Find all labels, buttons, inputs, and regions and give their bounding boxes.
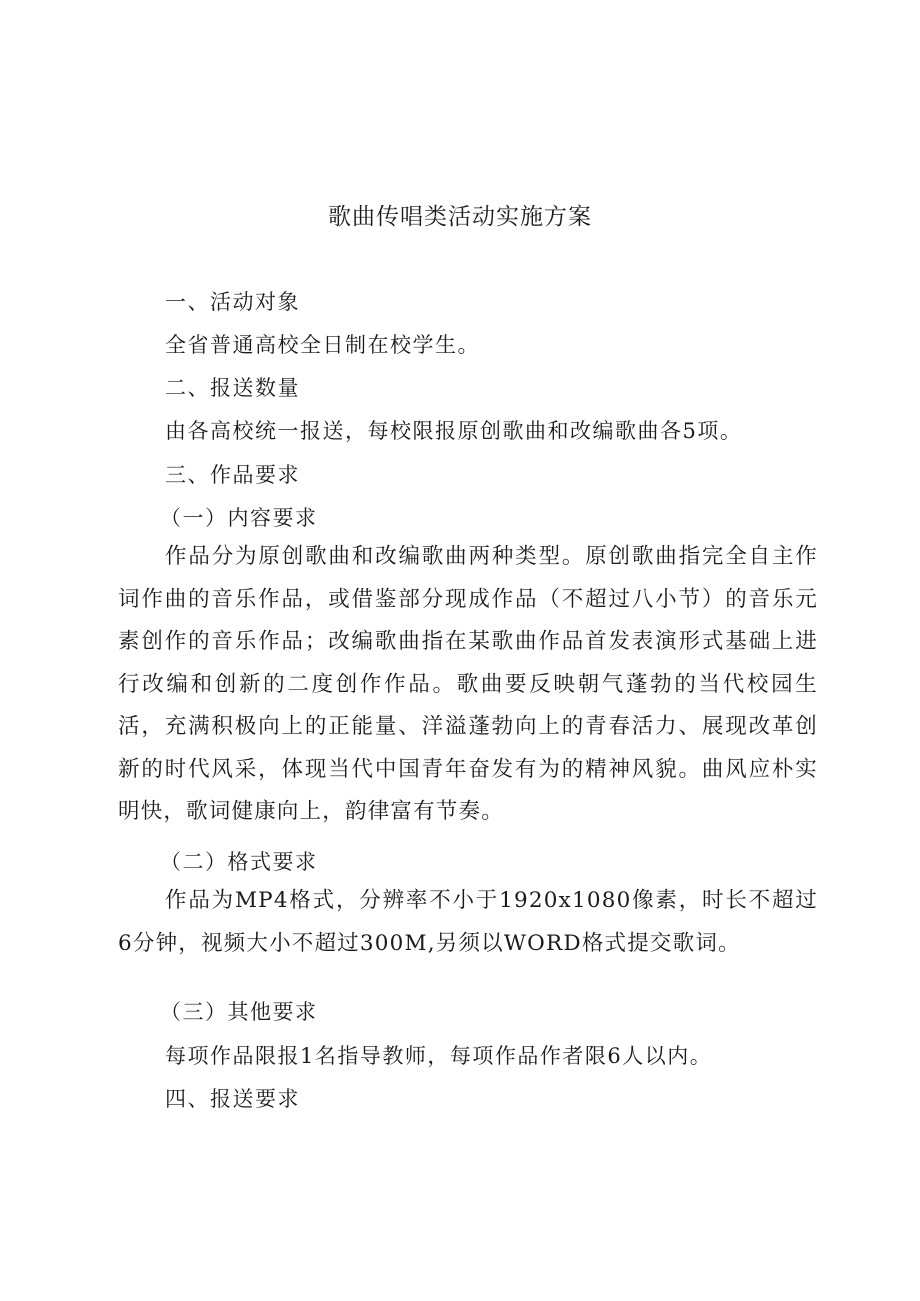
subsection-1-heading: （一）内容要求	[160, 506, 318, 530]
subsection-3-text: 每项作品限报1名指导教师，每项作品作者限6人以内。	[165, 1044, 713, 1068]
section-1-heading: 一、活动对象	[165, 290, 300, 314]
subsection-2-paragraph: 作品为MP4格式，分辨率不小于1920x1080像素，时长不超过6分钟，视频大小不超过300M,另须以WORD格式提交歌词。	[118, 888, 818, 956]
subsection-3-heading: （三）其他要求	[160, 1000, 318, 1024]
section-2-text: 由各高校统一报送，每校限报原创歌曲和改编歌曲各5项。	[165, 419, 743, 443]
section-2-heading: 二、报送数量	[165, 376, 300, 400]
section-1-text: 全省普通高校全日制在校学生。	[165, 333, 480, 357]
section-4-heading: 四、报送要求	[165, 1087, 300, 1111]
document-title: 歌曲传唱类活动实施方案	[328, 204, 592, 230]
subsection-1-paragraph: 作品分为原创歌曲和改编歌曲两种类型。原创歌曲指完全自主作词作曲的音乐作品，或借鉴部分现成作品（不超过八小节）的音乐元素创作的音乐作品；改编歌曲指在某歌曲作品首发表演形式基础上进行改编和创新的二度创作作品。歌曲要反映朝气蓬勃的当代校园生活，充满积极向上的正能量、洋溢蓬勃向上的青春活力、展现改革创新的时代风采，体现当代中国青年奋发有为的精神风貌。曲风应朴实明快，歌词健康向上，韵律富有节奏。	[118, 544, 818, 824]
subsection-2-heading: （二）格式要求	[160, 850, 318, 874]
section-3-heading: 三、作品要求	[165, 463, 300, 487]
